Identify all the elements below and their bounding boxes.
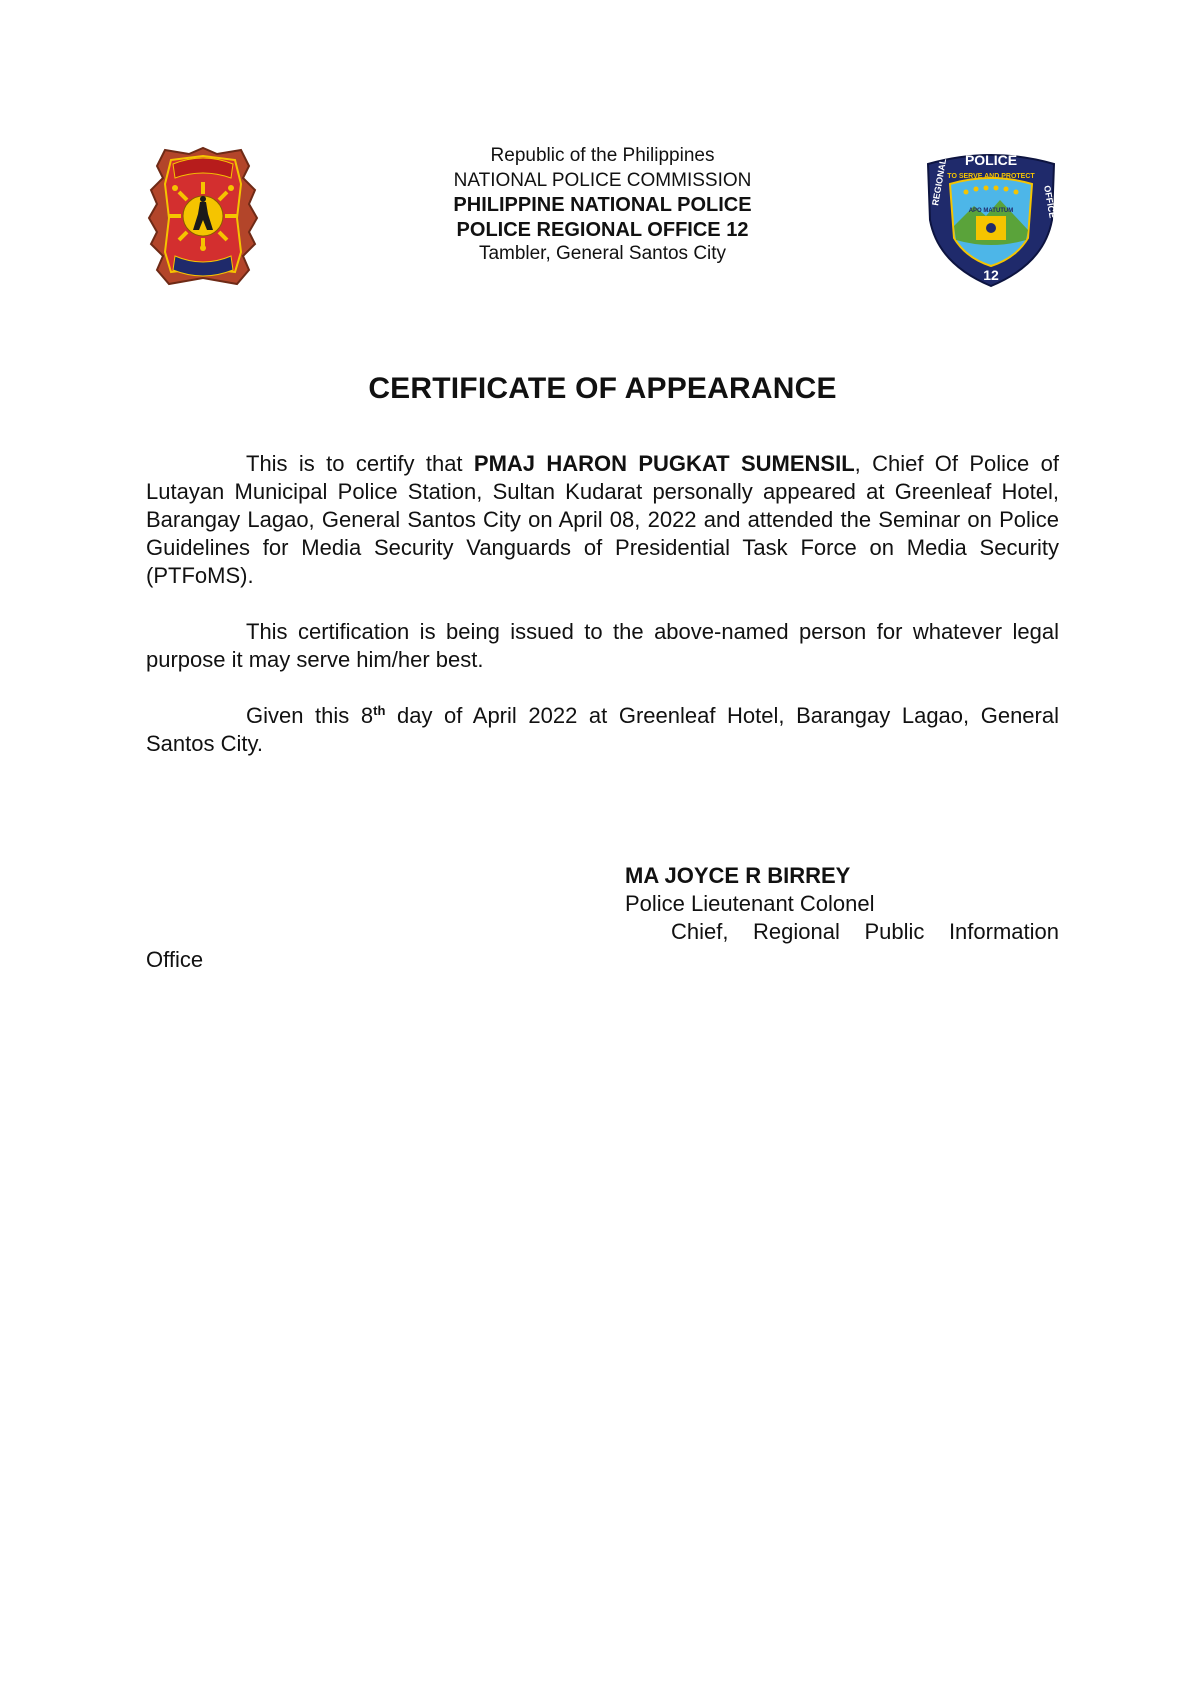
p1-lead: This is to certify that (246, 451, 474, 476)
pnp-line: PHILIPPINE NATIONAL POLICE (453, 194, 752, 216)
svg-text:APO MATUTUM: APO MATUTUM (968, 208, 1014, 214)
republic-line: Republic of the Philippines (490, 145, 715, 166)
purpose-paragraph (146, 618, 1059, 674)
pnp-seal-icon (145, 144, 261, 290)
svg-text:TO SERVE AND PROTECT: TO SERVE AND PROTECT (947, 173, 1035, 180)
letterhead-text (345, 144, 860, 267)
svg-text:OFFICE: OFFICE (1042, 184, 1058, 219)
letterhead (145, 140, 1060, 300)
address-line: Tambler, General Santos City (478, 243, 727, 264)
certified-person-name: PMAJ HARON PUGKAT SUMENSIL (473, 451, 855, 476)
svg-text:POLICE: POLICE (964, 152, 1018, 168)
certificate-title: CERTIFICATE OF APPEARANCE (368, 372, 837, 405)
p3-lead: Given this 8 (246, 703, 374, 728)
certification-paragraph (146, 450, 1059, 590)
regional-office-line: POLICE REGIONAL OFFICE 12 (456, 218, 749, 241)
commission-line: NATIONAL POLICE COMMISSION (453, 169, 752, 191)
p3-rest: day of April 2022 at Greenleaf Hotel, Barangay Lagao, General Santos City. (146, 703, 1059, 756)
pro12-badge-icon (922, 146, 1060, 288)
svg-text:12: 12 (983, 267, 999, 283)
p2-text: This certification is being issued to the above-named person for whatever legal purpose it may serve him/her best. (146, 619, 1059, 672)
signatory-rank: Police Lieutenant Colonel (625, 891, 875, 916)
signatory-position-continued: Office (146, 947, 204, 972)
p1-rest: , Chief Of Police of Lutayan Municipal Police Station, Sultan Kudarat personally appeared at Greenleaf Hotel, Barangay Lagao, General Santos City on April 08, 2022 and attended the Seminar on Police Guidelines for Media Security Vanguards of Presidential Task Force on Media Security (PTFoMS). (146, 451, 1059, 588)
p3-sup: th (373, 703, 386, 718)
signatory-name: MA JOYCE R BIRREY (625, 863, 851, 888)
given-paragraph (146, 702, 1059, 758)
svg-text:REGIONAL: REGIONAL (930, 157, 949, 207)
signatory-position: Chief, Regional Public Information (671, 919, 1059, 944)
